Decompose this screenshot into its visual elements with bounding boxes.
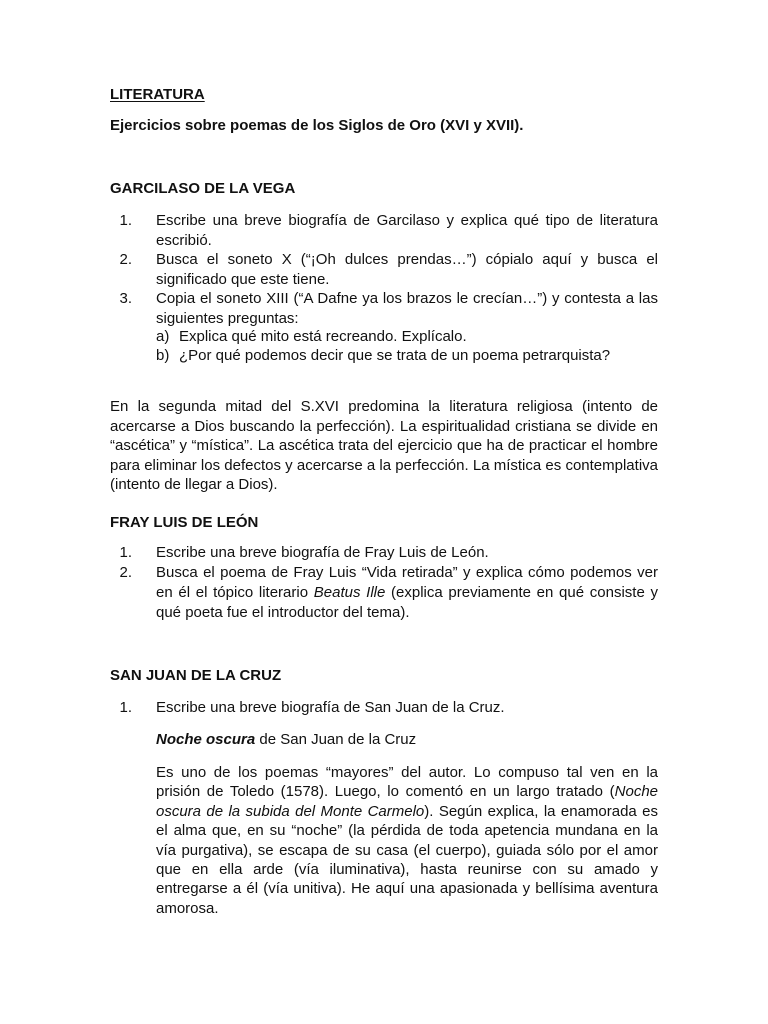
text-segment: Es uno de los poemas “mayores” del autor. Lo compuso tal ven en la prisión de Toledo (1578). Luego, lo comentó en un largo tratado ( — [156, 764, 658, 801]
poem-description — [156, 763, 658, 918]
list-item — [110, 698, 658, 718]
list-item-text: Escribe una breve biografía de San Juan de la Cruz. — [156, 699, 505, 716]
sub-list-item — [156, 346, 658, 366]
poem-title-bold: Noche oscura — [156, 731, 256, 748]
sub-list-item — [156, 327, 658, 347]
list-number: 2. — [119, 251, 132, 268]
text-segment: ). Según explica, la enamorada es el alma que, en su “noche” (la pérdida de toda apetencia mundana en la vía purgativa), se escapa de su casa (el cuerpo), guiada sólo por el amor que en ella arde (vía iluminativa), hasta reunirse con su amado y entregarse a él (vía unitiva). He aquí una apasionada y bellísima aventura amorosa. — [156, 802, 658, 917]
list-item-text: Copia el soneto XIII (“A Dafne ya los brazos le crecían…”) y contesta a las siguientes preguntas: — [156, 290, 658, 327]
list-item — [110, 543, 658, 563]
text-segment: Busca el poema de Fray Luis “Vida retirada” y explica cómo podemos ver en él el tópico literario — [156, 564, 658, 601]
poem-title — [156, 730, 416, 750]
list-number: 1. — [119, 544, 132, 561]
page-title: LITERATURA — [110, 86, 205, 103]
text-segment: (explica previamente en qué consiste y qué poeta fue el introductor del tema). — [156, 584, 658, 621]
section-heading-san-juan: SAN JUAN DE LA CRUZ — [110, 667, 282, 684]
section-heading-garcilaso: GARCILASO DE LA VEGA — [110, 180, 296, 197]
list-item — [110, 563, 658, 623]
italic-title: Noche oscura de la subida del Monte Carmelo — [156, 783, 658, 820]
page-subtitle: Ejercicios sobre poemas de los Siglos de Oro (XVI y XVII). — [110, 117, 524, 134]
section-heading-fray-luis: FRAY LUIS DE LEÓN — [110, 514, 259, 531]
sub-list-text: Explica qué mito está recreando. Explícalo. — [179, 328, 467, 345]
list-item — [110, 289, 658, 328]
list-item — [110, 250, 658, 289]
list-item — [110, 211, 658, 250]
intro-paragraph: En la segunda mitad del S.XVI predomina la literatura religiosa (intento de acercarse a Dios buscando la perfección). La espiritualidad cristiana se divide en “ascética” y “mística”. La ascética trata del ejercicio que ha de practicar el hombre para eliminar los defectos y acercarse a la perfección. La mística es contemplativa (intento de llegar a Dios). — [110, 398, 658, 493]
list-number: 1. — [119, 212, 132, 229]
sub-list-letter: a) — [156, 328, 170, 345]
poem-title-rest: de San Juan de la Cruz — [255, 731, 417, 748]
list-number: 3. — [119, 290, 132, 307]
list-item-text: Escribe una breve biografía de Garcilaso y explica qué tipo de literatura escribió. — [156, 212, 658, 249]
list-number: 1. — [119, 699, 132, 716]
list-item-text — [156, 563, 658, 623]
list-item-text: Busca el soneto X (“¡Oh dulces prendas…”) cópialo aquí y busca el significado que este tiene. — [156, 251, 658, 288]
sub-list-letter: b) — [156, 347, 170, 364]
italic-term: Beatus Ille — [313, 584, 386, 601]
list-item-text: Escribe una breve biografía de Fray Luis de León. — [156, 544, 489, 561]
list-number: 2. — [119, 564, 132, 581]
sub-list-text: ¿Por qué podemos decir que se trata de un poema petrarquista? — [179, 347, 611, 364]
